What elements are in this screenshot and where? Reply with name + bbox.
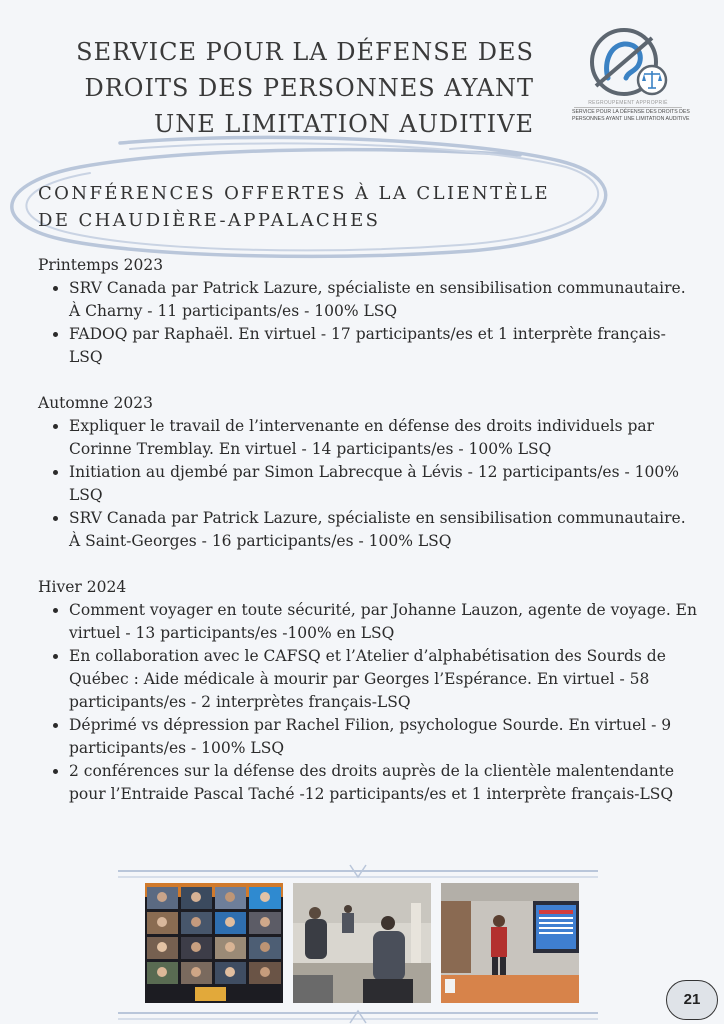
organization-logo	[568, 26, 690, 132]
photo-strip	[118, 863, 598, 1024]
video-conference-photo	[145, 883, 283, 1003]
section-heading	[38, 180, 550, 234]
list-item: • FADOQ par Raphaël. En virtuel - 17 participants/es et 1 interprète français-LSQ	[69, 323, 698, 369]
season-title: Printemps 2023	[38, 256, 164, 274]
list-item: • SRV Canada par Patrick Lazure, spécialiste en sensibilisation communautaire. À Charny - 11 participants/es - 100% LSQ	[69, 277, 698, 323]
presenter-screen-photo	[441, 883, 579, 1003]
bullet-list	[38, 415, 698, 553]
logo-divider	[574, 107, 682, 108]
list-item: • Expliquer le travail de l’intervenante en défense des droits individuels par Corinne Tremblay. En virtuel - 14 participants/es - 100% LSQ	[69, 415, 698, 461]
logo-wordmark	[572, 100, 690, 123]
list-item: • 2 conférences sur la défense des droits auprès de la clientèle malentendante pour l’Entraide Pascal Taché -12 participants/es et 1 interprète français-LSQ	[69, 760, 698, 806]
season-title: Automne 2023	[38, 394, 153, 412]
list-item: • SRV Canada par Patrick Lazure, spécialiste en sensibilisation communautaire. À Saint-Georges - 16 participants/es - 100% LSQ	[69, 507, 698, 553]
page-number: 21	[666, 980, 718, 1020]
bullet-list	[38, 599, 698, 806]
conference-room-audience-photo	[293, 883, 431, 1003]
page-title-line: DROITS DES PERSONNES AYANT	[84, 74, 534, 102]
season-block	[38, 576, 698, 806]
season-block	[38, 254, 698, 369]
list-item: • Déprimé vs dépression par Rachel Filion, psychologue Sourde. En virtuel - 9 participants/es - 100% LSQ	[69, 714, 698, 760]
page-title-line: SERVICE POUR LA DÉFENSE DES	[76, 38, 534, 66]
section-heading-line: CONFÉRENCES OFFERTES À LA CLIENTÈLE	[38, 183, 550, 204]
logo-line: PERSONNES AYANT UNE LIMITATION AUDITIVE	[572, 116, 690, 122]
logo-line: SERVICE POUR LA DÉFENSE DES DROITS DES	[572, 109, 690, 115]
conference-list	[38, 254, 698, 806]
page-title-line: UNE LIMITATION AUDITIVE	[154, 110, 534, 138]
season-block	[38, 392, 698, 553]
list-item: • Comment voyager en toute sécurité, par Johanne Lauzon, agente de voyage. En virtuel - 13 participants/es -100% en LSQ	[69, 599, 698, 645]
list-item: • Initiation au djembé par Simon Labrecque à Lévis - 12 participants/es - 100% LSQ	[69, 461, 698, 507]
bullet-list	[38, 277, 698, 369]
list-item: • En collaboration avec le CAFSQ et l’Atelier d’alphabétisation des Sourds de Québec : Aide médicale à mourir par Georges l’Espérance. En virtuel - 58 participants/es - 2 interprètes français-LSQ	[69, 645, 698, 714]
season-title: Hiver 2024	[38, 578, 127, 596]
logo-top-text: REGROUPEMENT APPROPRIÉ	[588, 100, 668, 106]
page-title	[60, 34, 534, 142]
section-heading-line: DE CHAUDIÈRE-APPALACHES	[38, 210, 381, 231]
ear-and-scales-icon	[568, 26, 686, 100]
